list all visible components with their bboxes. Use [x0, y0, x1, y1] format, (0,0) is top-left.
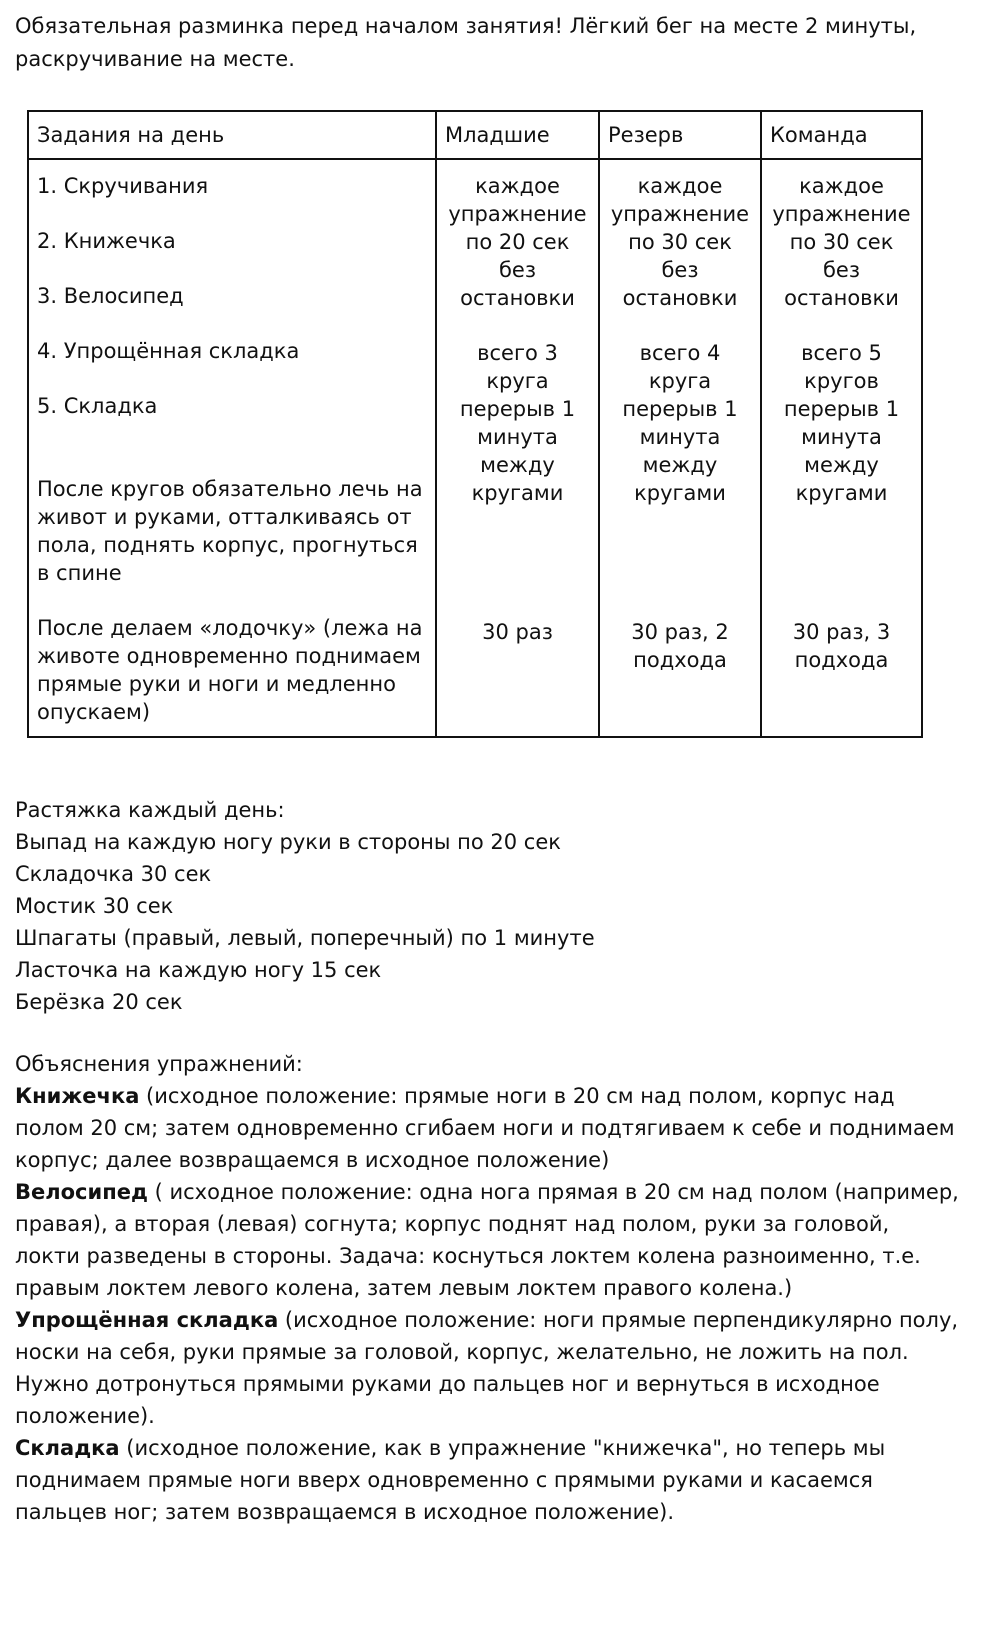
header-team: Команда: [761, 111, 922, 159]
explanation-item: [15, 1304, 960, 1432]
team-exercise: каждое упражнение по 30 сек без остановки: [772, 174, 911, 310]
task-item: 2. Книжечка: [37, 229, 176, 253]
exercise-name: Велосипед: [15, 1180, 148, 1204]
reserve-cell: [599, 159, 761, 737]
stretch-title: Растяжка каждый день:: [15, 798, 285, 822]
task-item: 5. Складка: [37, 394, 158, 418]
stretch-item: Складочка 30 сек: [15, 862, 212, 886]
exercise-name: Книжечка: [15, 1084, 140, 1108]
boat-note: После делаем «лодочку» (лежа на животе одновременно поднимаем прямые руки и ноги и медленно опускаем): [37, 616, 423, 724]
task-item: 3. Велосипед: [37, 284, 184, 308]
tasks-cell: [28, 159, 436, 737]
exercise-name: Упрощённая складка: [15, 1308, 279, 1332]
stretch-item: Берёзка 20 сек: [15, 990, 183, 1014]
table-header-row: [28, 111, 922, 159]
task-item: 1. Скручивания: [37, 174, 209, 198]
stretch-section: [15, 794, 965, 1018]
exercise-description: ( исходное положение: одна нога прямая в 20 см над полом (например, правая), а вторая (левая) согнута; корпус поднят над полом, руки за головой, локти разведены в стороны. Задача: коснуться локтем колена разноименно, т.е. правым локтем левого колена, затем левым локтем правого колена.): [15, 1180, 959, 1300]
exercise-description: (исходное положение: ноги прямые перпендикулярно полу, носки на себя, руки прямые за головой, корпус, желательно, не ложить на пол. Нужно дотронуться прямыми руками до пальцев ног и вернуться в исходное положение).: [15, 1308, 959, 1428]
header-juniors: Младшие: [436, 111, 599, 159]
daily-tasks-table: [27, 110, 923, 738]
team-cell: [761, 159, 922, 737]
header-tasks: Задания на день: [28, 111, 436, 159]
team-rounds: всего 5 кругов перерыв 1 минута между кругами: [783, 341, 900, 505]
explanations-section: [15, 1048, 960, 1528]
document-page: [15, 10, 970, 1524]
explanation-item: [15, 1080, 960, 1176]
explanations-title: Объяснения упражнений:: [15, 1052, 303, 1076]
exercise-description: (исходное положение, как в упражнение "книжечка", но теперь мы поднимаем прямые ноги вверх одновременно с прямыми руками и касаемся пальцев ног; затем возвращаемся в исходное положение).: [15, 1436, 886, 1524]
juniors-cell: [436, 159, 599, 737]
exercise-description: (исходное положение: прямые ноги в 20 см над полом, корпус над полом 20 см; затем одновременно сгибаем ноги и подтягиваем к себе и поднимаем корпус; далее возвращаемся в исходное положение): [15, 1084, 955, 1172]
team-boat: 30 раз, 3 подхода: [792, 620, 891, 672]
after-rounds-note: После кругов обязательно лечь на живот и руками, отталкиваясь от пола, поднять корпус, прогнуться в спине: [37, 477, 423, 585]
table-row: [28, 159, 922, 737]
reserve-exercise: каждое упражнение по 30 сек без остановки: [610, 174, 750, 310]
stretch-item: Выпад на каждую ногу руки в стороны по 20 сек: [15, 830, 561, 854]
task-item: 4. Упрощённая складка: [37, 339, 300, 363]
explanation-item: [15, 1432, 960, 1528]
juniors-exercise: каждое упражнение по 20 сек без остановки: [448, 174, 587, 310]
juniors-rounds: всего 3 круга перерыв 1 минута между кругами: [459, 341, 576, 505]
juniors-boat: 30 раз: [482, 620, 553, 644]
header-reserve: Резерв: [599, 111, 761, 159]
intro-text: Обязательная разминка перед началом занятия! Лёгкий бег на месте 2 минуты, раскручивание на месте.: [15, 14, 917, 71]
stretch-item: Мостик 30 сек: [15, 894, 174, 918]
reserve-rounds: всего 4 круга перерыв 1 минута между кругами: [622, 341, 738, 505]
exercise-name: Складка: [15, 1436, 120, 1460]
explanation-item: [15, 1176, 960, 1304]
stretch-item: Ласточка на каждую ногу 15 сек: [15, 958, 382, 982]
stretch-item: Шпагаты (правый, левый, поперечный) по 1 минуте: [15, 926, 595, 950]
reserve-boat: 30 раз, 2 подхода: [631, 620, 729, 672]
